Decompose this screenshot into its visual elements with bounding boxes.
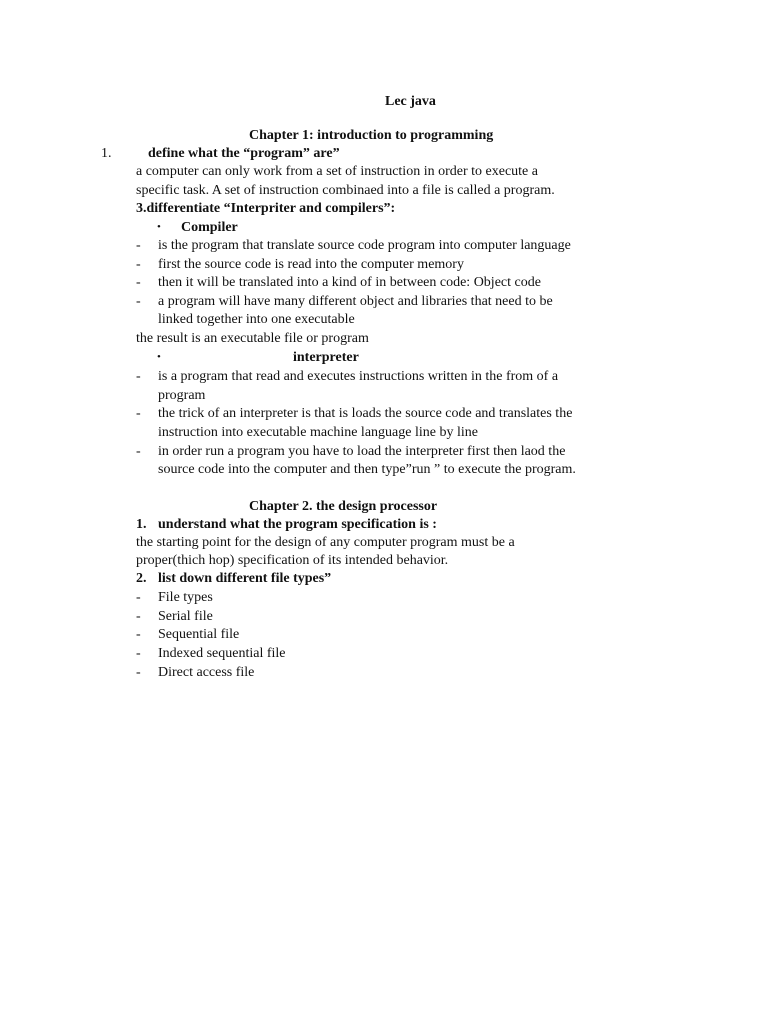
- dash-icon: -: [136, 590, 141, 605]
- compiler-point: a program will have many different object and libraries that need to be: [158, 294, 553, 309]
- interpreter-point-line1: in order run a program you have to load the interpreter first then laod the: [158, 444, 566, 459]
- file-type-item: File types: [158, 590, 213, 605]
- compiler-heading: Compiler: [181, 220, 238, 235]
- dash-icon: -: [136, 627, 141, 642]
- file-type-item: Direct access file: [158, 665, 255, 680]
- interpreter-point-line2: source code into the computer and then type”run ” to execute the program.: [158, 462, 576, 477]
- dash-icon: -: [136, 294, 141, 309]
- bullet-icon: •: [157, 221, 161, 233]
- chapter2-heading: Chapter 2. the design processor: [249, 499, 438, 514]
- dash-icon: -: [136, 406, 141, 421]
- compiler-point: is the program that translate source code program into computer language: [158, 238, 571, 253]
- dash-icon: -: [136, 444, 141, 459]
- dash-icon: -: [136, 275, 141, 290]
- ch2-question2-number: 2.: [136, 571, 147, 586]
- ch2-question1-text: understand what the program specification is :: [158, 517, 437, 532]
- question1-number: 1.: [101, 146, 112, 161]
- compiler-point: then it will be translated into a kind of in between code: Object code: [158, 275, 541, 290]
- compiler-point-continuation: linked together into one executable: [158, 312, 355, 327]
- interpreter-point-line2: program: [158, 388, 206, 403]
- dash-icon: -: [136, 665, 141, 680]
- ch2-answer1-line1: the starting point for the design of any computer program must be a: [136, 535, 515, 550]
- question1-text: define what the “program” are”: [148, 146, 340, 161]
- dash-icon: -: [136, 369, 141, 384]
- interpreter-heading: interpreter: [293, 350, 359, 365]
- answer1-line1: a computer can only work from a set of instruction in order to execute a: [136, 164, 538, 179]
- bullet-icon: •: [157, 351, 161, 363]
- interpreter-point-line2: instruction into executable machine language line by line: [158, 425, 478, 440]
- interpreter-point-line1: the trick of an interpreter is that is loads the source code and translates the: [158, 406, 573, 421]
- question3-text: 3.differentiate “Interpriter and compilers”:: [136, 201, 396, 216]
- ch2-question1-number: 1.: [136, 517, 147, 532]
- file-type-item: Indexed sequential file: [158, 646, 286, 661]
- chapter1-heading: Chapter 1: introduction to programming: [249, 128, 494, 143]
- interpreter-point-line1: is a program that read and executes instructions written in the from of a: [158, 369, 559, 384]
- dash-icon: -: [136, 257, 141, 272]
- dash-icon: -: [136, 646, 141, 661]
- ch2-answer1-line2: proper(thich hop) specification of its intended behavior.: [136, 553, 449, 568]
- file-type-item: Sequential file: [158, 627, 240, 642]
- compiler-point: first the source code is read into the computer memory: [158, 257, 464, 272]
- compiler-result: the result is an executable file or program: [136, 331, 369, 346]
- dash-icon: -: [136, 609, 141, 624]
- ch2-question2-text: list down different file types”: [158, 571, 332, 586]
- file-type-item: Serial file: [158, 609, 213, 624]
- dash-icon: -: [136, 238, 141, 253]
- answer1-line2: specific task. A set of instruction combinaed into a file is called a program.: [136, 183, 555, 198]
- document-title: Lec java: [385, 94, 436, 109]
